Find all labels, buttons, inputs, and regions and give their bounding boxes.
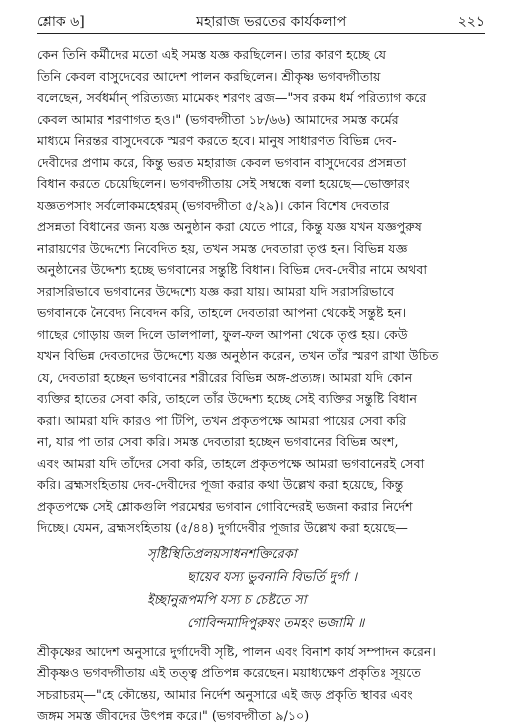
text-line: মাধ্যমে নিরন্তর বাসুদেবকে স্মরণ করতে হবে। মানুষ সাধারণত বিভিন্ন দেব- (37, 133, 397, 148)
verse-line: ইচ্ছানুরূপমপি যস্য চ চেষ্টতে সা (147, 592, 307, 608)
text-line: করি। ব্রহ্মসংহিতায় দেব-দেবীদের পূজা করার কথা উল্লেখ করা হয়েছে, কিন্তু (37, 477, 404, 492)
text-line: নারায়ণের উদ্দেশ্যে নিবেদিত হয়, তখন সমস্ত দেবতারা তৃপ্ত হন। বিভিন্ন যজ্ঞ (37, 240, 408, 256)
text-line: যজ্ঞতপসাং সর্বলোকমহেশ্বরম্ (ভগবদ্গীতা ৫/২৯)। কোন বিশেষ দেবতার (37, 197, 390, 213)
running-header (37, 12, 485, 34)
text-line: করা। আমরা যদি কারও পা টিপি, তখন প্রকৃতপক্ষে আমরা পায়ের সেবা করি (37, 412, 407, 428)
page-number: ২২১ (457, 14, 485, 30)
text-line: প্রকৃতপক্ষে সেই শ্লোকগুলি পরমেশ্বর ভগবান গোবিন্দেরই ভজনা করার নির্দেশ (37, 498, 413, 514)
text-line: শ্রীকৃষ্ণও ভগবদ্গীতায় এই তত্ত্ব প্রতিপন্ন করেছেন। ময়াধ্যক্ষেণ প্রকৃতিঃ সূয়তে (37, 665, 421, 680)
text-line: দেবীদের প্রণাম করে, কিন্তু ভরত মহারাজ কেবল ভগবান বাসুদেবের প্রসন্নতা (37, 154, 407, 170)
text-line: কেবল আমার শরণাগত হও।" (ভগবদ্গীতা ১৮/৬৬) আমাদের সমস্ত কর্মের (37, 111, 399, 127)
text-line: সরাসরিভাবে ভগবানের উদ্দেশ্যে যজ্ঞ করা যায়। আমরা যদি সরাসরিভাবে (37, 283, 395, 299)
purport-paragraph-2 (37, 641, 485, 727)
text-line: দিচ্ছে। যেমন, ব্রহ্মসংহিতায় (৫/৪৪) দুর্গাদেবীর পূজার উল্লেখ করা হয়েছে— (37, 520, 408, 535)
text-line: যখন বিভিন্ন দেবতাদের উদ্দেশ্যে যজ্ঞ অনুষ্ঠান করেন, তখন তাঁর স্মরণ রাখা উচিত (37, 348, 439, 363)
text-line: সচরাচরম্—"হে কৌন্তেয়, আমার নির্দেশ অনুসারে এই জড় প্রকৃতি স্থাবর এবং (37, 686, 413, 702)
text-line: শ্রীকৃষ্ণের আদেশ অনুসারে দুর্গাদেবী সৃষ্টি, পালন এবং বিনাশ কার্য সম্পাদন করেন। (37, 643, 436, 659)
verse-reference: শ্লোক ৬] (37, 14, 85, 30)
sanskrit-verse (147, 543, 485, 635)
text-line: এবং আমরা যদি তাঁদের সেবা করি, তাহলে প্রকৃতপক্ষে আমরা ভগবানেরই সেবা (37, 455, 425, 471)
chapter-title: মহারাজ ভরতের কার্যকলাপ (196, 14, 347, 30)
text-line: ভগবানকে নৈবেদ্য নিবেদন করি, তাহলে দেবতারা আপনা থেকেই সন্তুষ্ট হন। (37, 305, 407, 320)
verse-line: ছায়েব যস্য ভুবনানি বিভর্তি দুর্গা । (187, 569, 358, 585)
text-line: না, যার পা তার সেবা করি। সমস্ত দেবতারা হচ্ছেন ভগবানের বিভিন্ন অংশ, (37, 434, 399, 449)
text-line: গাছের গোড়ায় জল দিলে ডালপালা, ফুল-ফল আপনা থেকে তৃপ্ত হয়। কেউ (37, 326, 408, 342)
verse-line: গোবিন্দমাদিপুরুষং তমহং ভজামি ॥ (187, 615, 365, 631)
page-body (37, 44, 485, 723)
text-line: ব্যক্তির হাতের সেবা করি, তাহলে তাঁর উদ্দেশ্য হচ্ছে সেই ব্যক্তির সন্তুষ্টি বিধান (37, 391, 418, 406)
text-line: কেন তিনি কর্মীদের মতো এই সমস্ত যজ্ঞ করছিলেন। তার কারণ হচ্ছে যে (37, 47, 387, 62)
text-line: জঙ্গম সমস্ত জীবদের উৎপন্ন করে।" (ভগবদ্গীতা ৯/১০) (37, 708, 310, 723)
text-line: প্রসন্নতা বিধানের জন্য যজ্ঞ অনুষ্ঠান করা যেতে পারে, কিন্তু যজ্ঞ যখন যজ্ঞপুরুষ (37, 219, 422, 234)
text-line: বলেছেন, সর্বধর্মান্ পরিত্যজ্য মামেকং শরণং ব্রজ—"সব রকম ধর্ম পরিত্যাগ করে (37, 90, 427, 105)
text-line: বিধান করতে চেয়েছিলেন। ভগবদ্গীতায় সেই সম্বন্ধে বলা হয়েছে—ভোক্তারং (37, 176, 410, 191)
verse-line: সৃষ্টিস্থিতিপ্রলয়সাধনশক্তিরেকা (147, 546, 297, 562)
text-line: যে, দেবতারা হচ্ছেন ভগবানের শরীরের বিভিন্ন অঙ্গ-প্রত্যঙ্গ। আমরা যদি কোন (37, 369, 413, 385)
text-line: তিনি কেবল বাসুদেবের আদেশ পালন করছিলেন। শ্রীকৃষ্ণ ভগবদ্গীতায় (37, 68, 381, 84)
text-line: অনুষ্ঠানের উদ্দেশ্য হচ্ছে ভগবানের সন্তুষ্টি বিধান। বিভিন্ন দেব-দেবীর নামে অথবা (37, 262, 427, 277)
purport-paragraph-1 (37, 44, 485, 539)
